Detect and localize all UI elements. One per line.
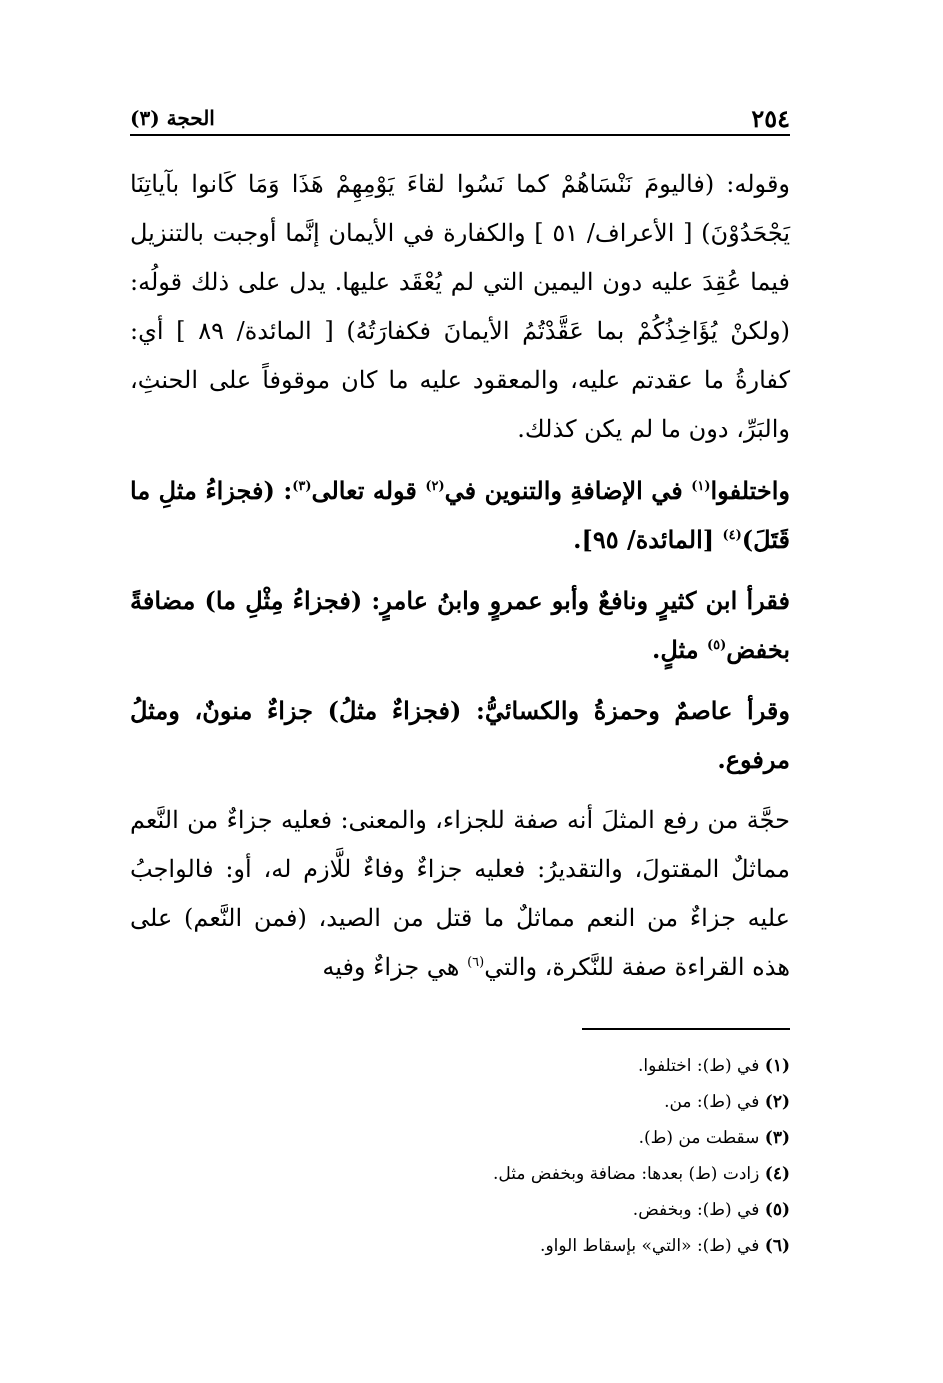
footnote-4: (٤) زادت (ط) بعدها: مضافة وبخفض مثل. xyxy=(492,1164,790,1184)
footnote-1: (١) في (ط): اختلفوا. xyxy=(638,1056,790,1076)
footnote-6: (٦) في (ط): «التي» بإسقاط الواو. xyxy=(540,1236,790,1256)
footnote-ref-5: (٥) xyxy=(706,638,727,653)
paragraph-2: واختلفوا$^{(١)}$ في الإضافةِ والتنوين في$^{(٢)}$ قوله تعالى$^{(٣)}$: (فجزاءُ مثلِ ما قَتَلَ)$^{(٤)}$ [المائدة/ ٩٥]. xyxy=(130,476,790,554)
footnote-ref-4: (٤) xyxy=(722,528,742,543)
page-header xyxy=(130,104,790,134)
footnote-separator xyxy=(582,1028,790,1030)
paragraph-1: وقوله: (فاليومَ نَنْسَاهُمْ كما نَسُوا لقاءَ يَوْمِهِمْ هَذَا وَمَا كَانوا بآياتِنَا يَجْحَدُوْنَ) [ الأعراف/ ٥١ ] والكفارة في الأيمان إنَّما أوجبت بالتنزيل فيما عُقِدَ عليه دون اليمين التي لم يُعْقَد عليها. يدل على ذلك قولُه: (ولكنْ يُؤَاخِذُكُمْ بما عَقَّدْتُمُ الأيمانَ فكفارَتُهُ) [ المائدة/ ٨٩ ] أي: كفارةُ ما عقدتم عليه، والمعقود عليه ما كان موقوفاً على الحنثِ، والبَرِّ، دون ما لم يكن كذلك. xyxy=(130,170,791,443)
header-rule xyxy=(130,134,790,136)
footnote-ref-1: (١) xyxy=(691,479,711,494)
footnote-ref-6: (٦) xyxy=(467,955,485,970)
footnote-3: (٣) سقطت من (ط). xyxy=(638,1128,790,1148)
paragraph-4: وقرأ عاصمٌ وحمزةُ والكسائيُّ: (فجزاءٌ مثلُ) جزاءٌ منونٌ، ومثلُ مرفوع. xyxy=(130,696,790,774)
main-text xyxy=(130,160,790,992)
page-number: ٢٥٤ xyxy=(751,104,790,133)
footnotes xyxy=(130,1048,790,1264)
paragraph-5: حجَّة من رفع المثلَ أنه صفة للجزاء، والمعنى: فعليه جزاءٌ من النَّعم مماثلٌ المقتولَ، والتقديرُ: فعليه جزاءٌ وفاءٌ للَّازم له، أو: فالواجبُ عليه جزاءٌ من النعم مماثلٌ ما قتل من الصيد، (فمن النَّعم) على هذه القراءة صفة للنَّكرة، والتي$^{(٦)}$ هي جزاءٌ وفيه xyxy=(130,806,790,981)
running-title: الحجة (٣) xyxy=(130,106,215,130)
footnote-ref-3: (٣) xyxy=(292,479,312,494)
paragraph-3: فقرأ ابن كثيرٍ ونافعٌ وأبو عمروٍ وابنُ عامرٍ: (فجزاءُ مِثْلِ ما) مضافةً بخفض$^{(٥)}$ مثلٍ. xyxy=(130,586,790,664)
footnote-2: (٢) في (ط): من. xyxy=(664,1092,790,1112)
footnote-5: (٥) في (ط): وبخفض. xyxy=(632,1200,790,1220)
footnote-ref-2: (٢) xyxy=(425,479,445,494)
